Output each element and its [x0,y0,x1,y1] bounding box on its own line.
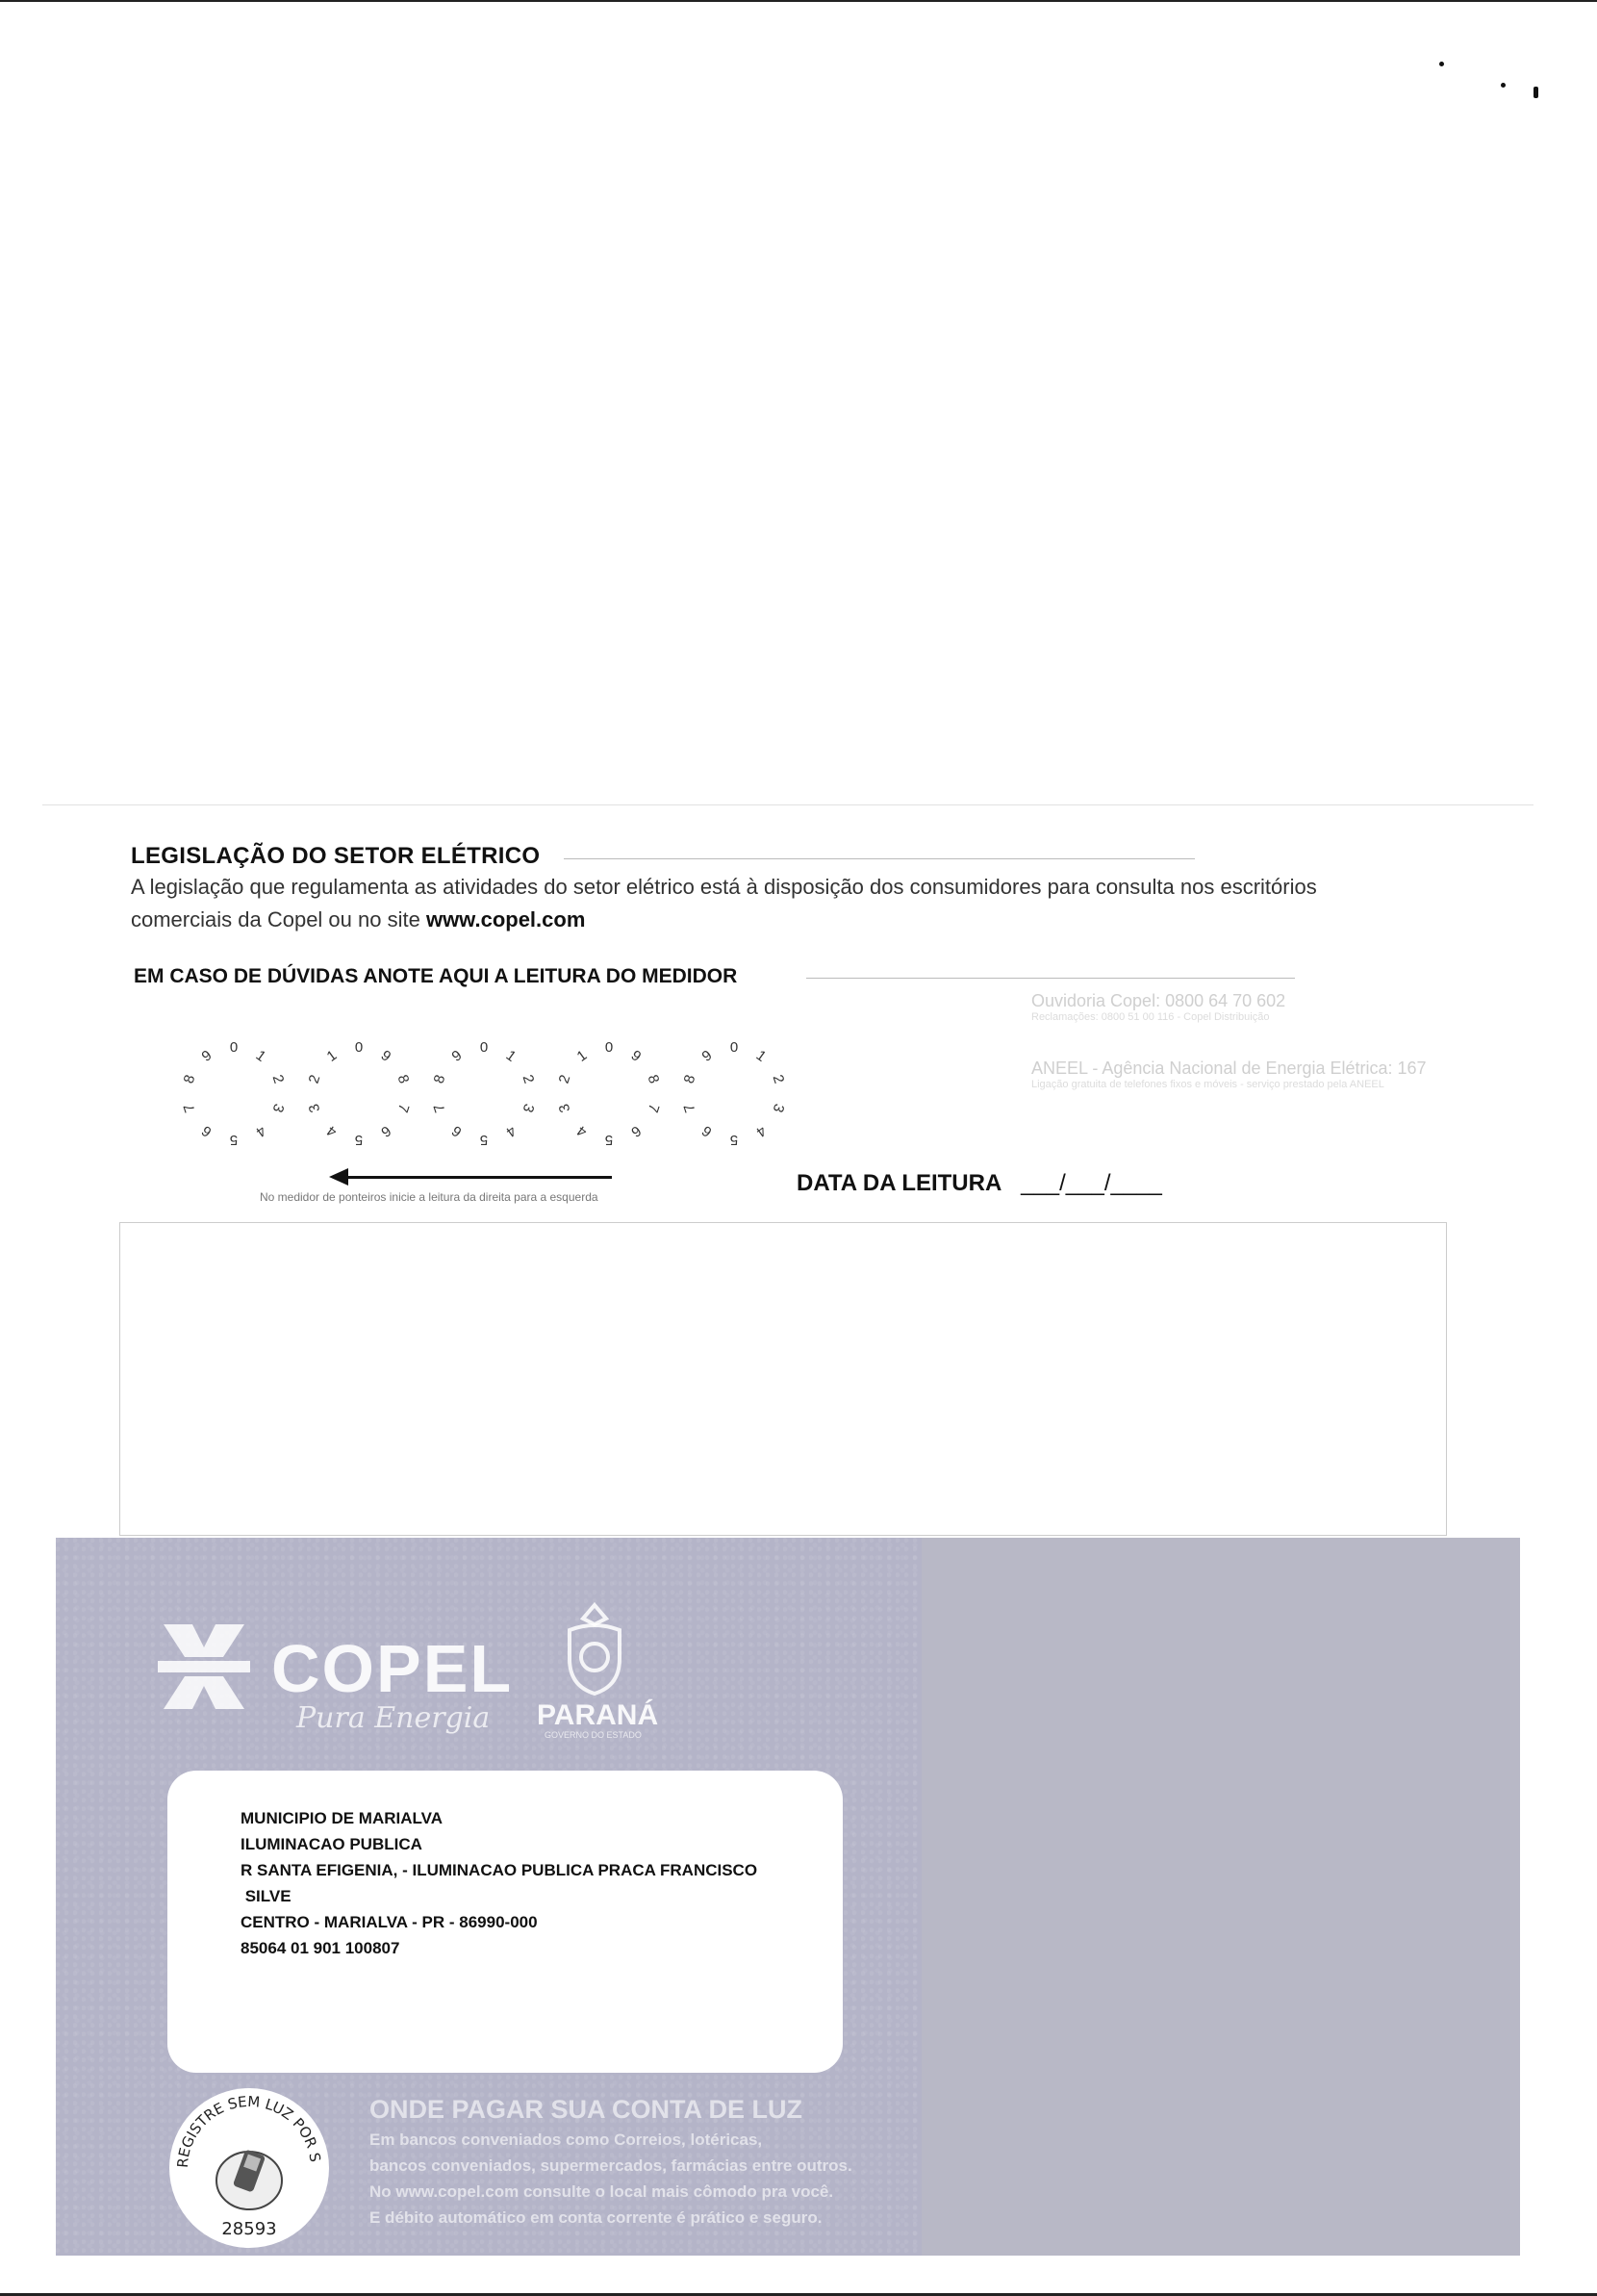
payment-line: E débito automático em conta corrente é prático e seguro. [369,2208,823,2227]
meter-dial [546,1032,672,1157]
dial-digit: 1 [323,1047,341,1065]
dial-digit: 7 [680,1101,699,1114]
copel-brand: COPEL [271,1631,514,1706]
envelope-right-panel [922,1538,1520,2256]
payment-info [369,2092,908,2231]
blank-upper-area [42,123,1534,805]
blank-message-box [119,1222,1447,1536]
dial-digit: 3 [268,1101,288,1114]
dial-digit: 7 [180,1101,199,1114]
phone-icon [216,2149,282,2209]
dial-digit: 3 [769,1101,788,1114]
meter-dial [171,1032,296,1157]
dial-digit: 7 [430,1101,449,1114]
dial-digit: 4 [502,1121,520,1140]
address-line: CENTRO - MARIALVA - PR - 86990-000 [241,1913,538,1931]
address-line: ILUMINACAO PUBLICA [241,1835,422,1853]
dial-digit: 7 [393,1101,413,1114]
parana-name: PARANÁ [537,1699,659,1731]
address-line: R SANTA EFIGENIA, - ILUMINACAO PUBLICA PRACA FRANCISCO [241,1861,758,1879]
dial-digit: 8 [644,1073,663,1086]
dial-digit: 1 [252,1047,269,1065]
dial-digit: 3 [555,1101,574,1114]
dial-digit: 8 [680,1073,699,1086]
dial-digit: 0 [354,1039,364,1056]
dial-digit: 4 [252,1121,269,1140]
address-line: MUNICIPIO DE MARIALVA [241,1809,443,1827]
payment-line: bancos conveniados, supermercados, farmácias entre outros. [369,2156,852,2175]
dial-digit: 1 [752,1047,770,1065]
dial-digit: 2 [769,1073,788,1086]
legislation-text [131,871,1420,936]
dial-digit: 6 [198,1121,215,1140]
dial-digit: 2 [268,1073,288,1086]
title-divider [806,978,1295,979]
sms-badge-ring-text: REGISTRE SEM LUZ POR S [173,2092,324,2169]
dial-digit: 0 [479,1039,489,1056]
meter-dial [296,1032,421,1157]
reading-date-field[interactable] [797,1170,1162,1197]
scan-speck [1439,62,1444,66]
dial-digit: 6 [627,1121,645,1140]
copel-tagline: Pura Energia [296,1701,491,1735]
dial-digit: 1 [502,1047,520,1065]
address-line: 85064 01 901 100807 [241,1939,400,1957]
dial-digit: 4 [323,1121,341,1140]
aneel-contact [1031,1059,1493,1090]
payment-line: No www.copel.com consulte o local mais cômodo pra você. [369,2182,834,2201]
dial-digit: 7 [644,1101,663,1114]
legislation-body: A legislação que regulamenta as atividades do setor elétrico está à disposição dos consumidores para consulta nos escritórios comerciais da Copel ou no site [131,875,1317,931]
ouvidoria-contact [1031,991,1493,1023]
dial-digit: 2 [519,1073,538,1086]
page-top-edge [0,0,1597,2]
sms-badge-graphic [169,2088,329,2248]
scan-speck [1501,83,1506,88]
dial-digit: 1 [573,1047,591,1065]
arrow-shaft [346,1176,612,1179]
scan-speck [1534,87,1538,98]
dial-digit: 9 [377,1047,394,1065]
meter-reading-title: EM CASO DE DÚVIDAS ANOTE AQUI A LEITURA DO MEDIDOR [134,965,738,987]
dial-digit: 5 [479,1132,489,1148]
parana-crest-icon [552,1601,637,1697]
meter-instruction: No medidor de ponteiros inicie a leitura da direita para a esquerda [260,1190,598,1204]
sms-number: 28593 [221,2219,277,2239]
title-divider [564,858,1195,859]
sms-report-badge [169,2088,329,2248]
dial-digit: 3 [305,1101,324,1114]
address-line: SILVE [241,1887,292,1905]
dial-digit: 4 [573,1121,591,1140]
dial-digit: 6 [698,1121,716,1140]
dial-digit: 8 [180,1073,199,1086]
dial-digit: 0 [604,1039,614,1056]
dial-digit: 8 [430,1073,449,1086]
copel-site-link[interactable]: www.copel.com [425,907,586,931]
meter-dial [672,1032,797,1157]
ouvidoria-note: Reclamações: 0800 51 00 116 - Copel Distribuição [1031,1011,1270,1023]
dial-digit: 6 [448,1121,466,1140]
reading-date-blank: ___/___/____ [1021,1170,1162,1196]
dial-digit: 5 [354,1132,364,1148]
dial-digit: 3 [519,1101,538,1114]
dial-digit: 2 [555,1073,574,1086]
address-window [167,1771,843,2073]
left-arrow-icon [329,1168,348,1186]
payment-line: Em bancos conveniados como Correios, lotéricas, [369,2130,763,2149]
dial-digit: 9 [698,1047,716,1065]
copel-logo-icon [158,1619,250,1715]
dial-digit: 5 [229,1132,239,1148]
dial-digit: 0 [729,1039,739,1056]
parana-subtitle: GOVERNO DO ESTADO [545,1730,642,1740]
dial-digit: 8 [393,1073,413,1086]
dial-digit: 9 [627,1047,645,1065]
reading-date-label: DATA DA LEITURA [797,1170,1001,1196]
meter-dial [421,1032,546,1157]
dial-digit: 4 [752,1121,770,1140]
aneel-phone: ANEEL - Agência Nacional de Energia Elétrica: 167 [1031,1059,1427,1078]
mailing-envelope [56,1538,1520,2256]
dial-digit: 9 [448,1047,466,1065]
dial-digit: 6 [377,1121,394,1140]
dial-digit: 9 [198,1047,215,1065]
ouvidoria-phone: Ouvidoria Copel: 0800 64 70 602 [1031,991,1286,1010]
dial-digit: 0 [229,1039,239,1056]
payment-heading: ONDE PAGAR SUA CONTA DE LUZ [369,2095,802,2124]
legislation-title: LEGISLAÇÃO DO SETOR ELÉTRICO [131,843,541,869]
dial-digit: 5 [729,1132,739,1148]
dial-digit: 2 [305,1073,324,1086]
aneel-note: Ligação gratuita de telefones fixos e móveis - serviço prestado pela ANEEL [1031,1079,1384,1090]
dial-digit: 5 [604,1132,614,1148]
